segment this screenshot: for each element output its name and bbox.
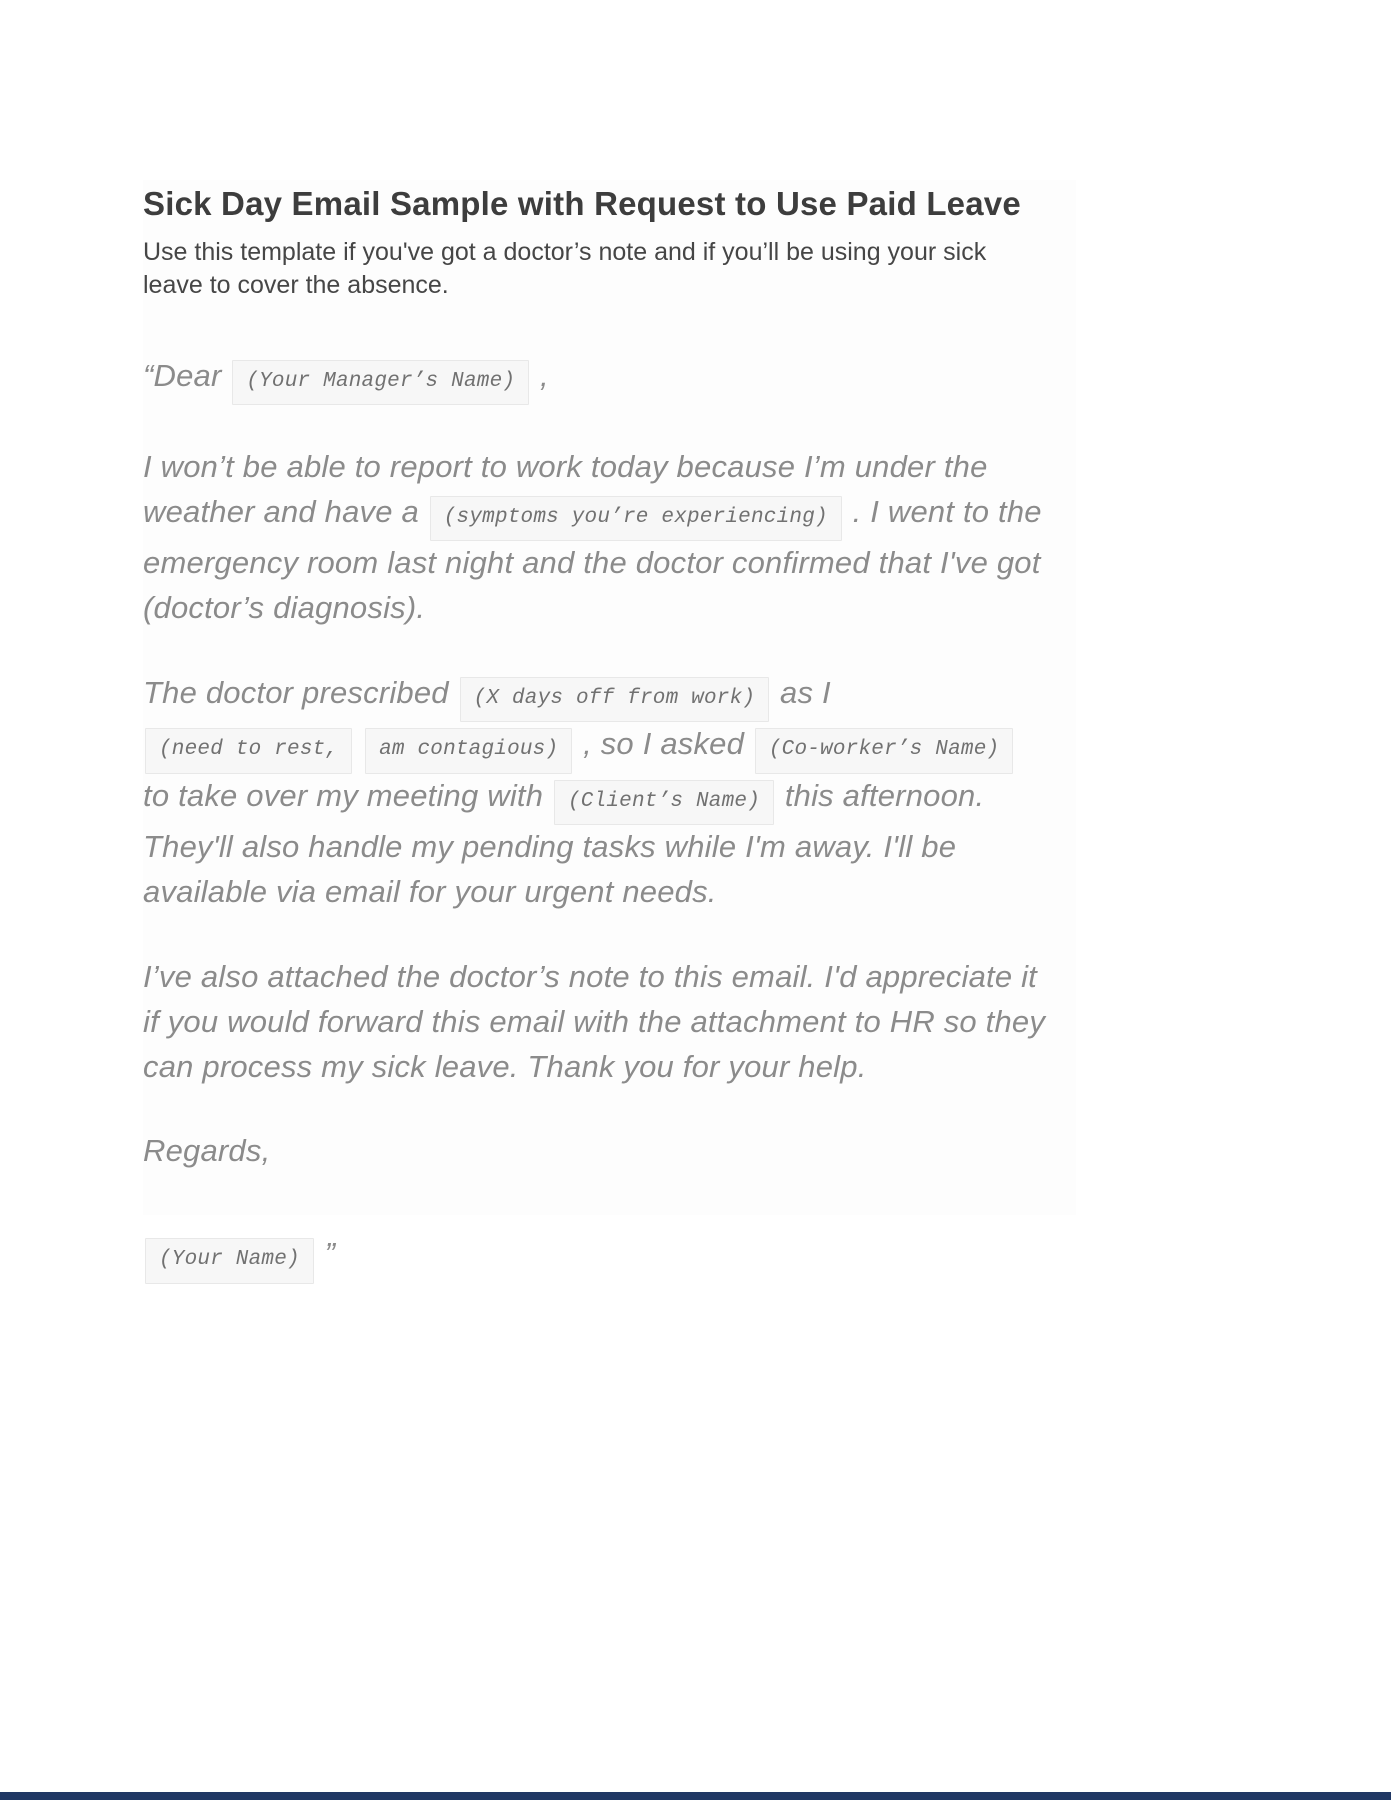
paragraph-text: “Dear <box>143 358 231 394</box>
footer-bar <box>0 1792 1391 1800</box>
paragraph-text: , <box>531 358 549 394</box>
paragraph-text: ” <box>315 1236 336 1272</box>
paragraph-text: this afternoon. They'll also handle my pending tasks while I'm away. I'll be available via email for your urgent needs. <box>143 777 985 909</box>
email-paragraph <box>143 1129 1048 1174</box>
paragraph-text: The doctor prescribed <box>143 675 458 711</box>
paragraph-text <box>354 726 363 761</box>
placeholder-chip: (X days off from work) <box>460 677 770 722</box>
placeholder-chip: (Your Name) <box>145 1238 314 1283</box>
email-paragraph <box>143 1232 1048 1283</box>
paragraph-text: I won’t be able to report to work today because I’m under the weather and have a <box>143 449 988 530</box>
placeholder-chip: (Co-worker’s Name) <box>755 728 1013 773</box>
page-title: Sick Day Email Sample with Request to Use Paid Leave <box>143 185 1021 222</box>
email-paragraph <box>143 955 1048 1090</box>
placeholder-chip: (symptoms you’re experiencing) <box>430 496 842 541</box>
placeholder-chip: (Client’s Name) <box>554 780 774 825</box>
placeholder-chip: am contagious) <box>365 728 572 773</box>
paragraph-text: Regards, <box>143 1133 271 1169</box>
paragraph-text: , so I asked <box>574 726 753 762</box>
email-paragraph <box>143 354 1048 405</box>
email-paragraph <box>143 445 1048 631</box>
page-subtitle: Use this template if you've got a doctor’s note and if you’ll be using your sick leave to cover the absence. <box>143 238 987 300</box>
placeholder-chip: (Your Manager’s Name) <box>232 360 529 405</box>
paragraph-text: to take over my meeting with <box>143 777 552 813</box>
placeholder-chip: (need to rest, <box>145 728 352 773</box>
email-body <box>143 354 1048 1283</box>
paragraph-text: as I <box>771 675 831 711</box>
document-content <box>143 183 1048 1324</box>
paragraph-text: I’ve also attached the doctor’s note to this email. I'd appreciate it if you would forward this email with the attachment to HR so they can process my sick leave. Thank you for your help. <box>143 958 1046 1084</box>
email-paragraph <box>143 671 1048 914</box>
paragraph-text: . I went to the emergency room last night and the doctor confirmed that I've got (doctor’s diagnosis). <box>143 494 1042 626</box>
